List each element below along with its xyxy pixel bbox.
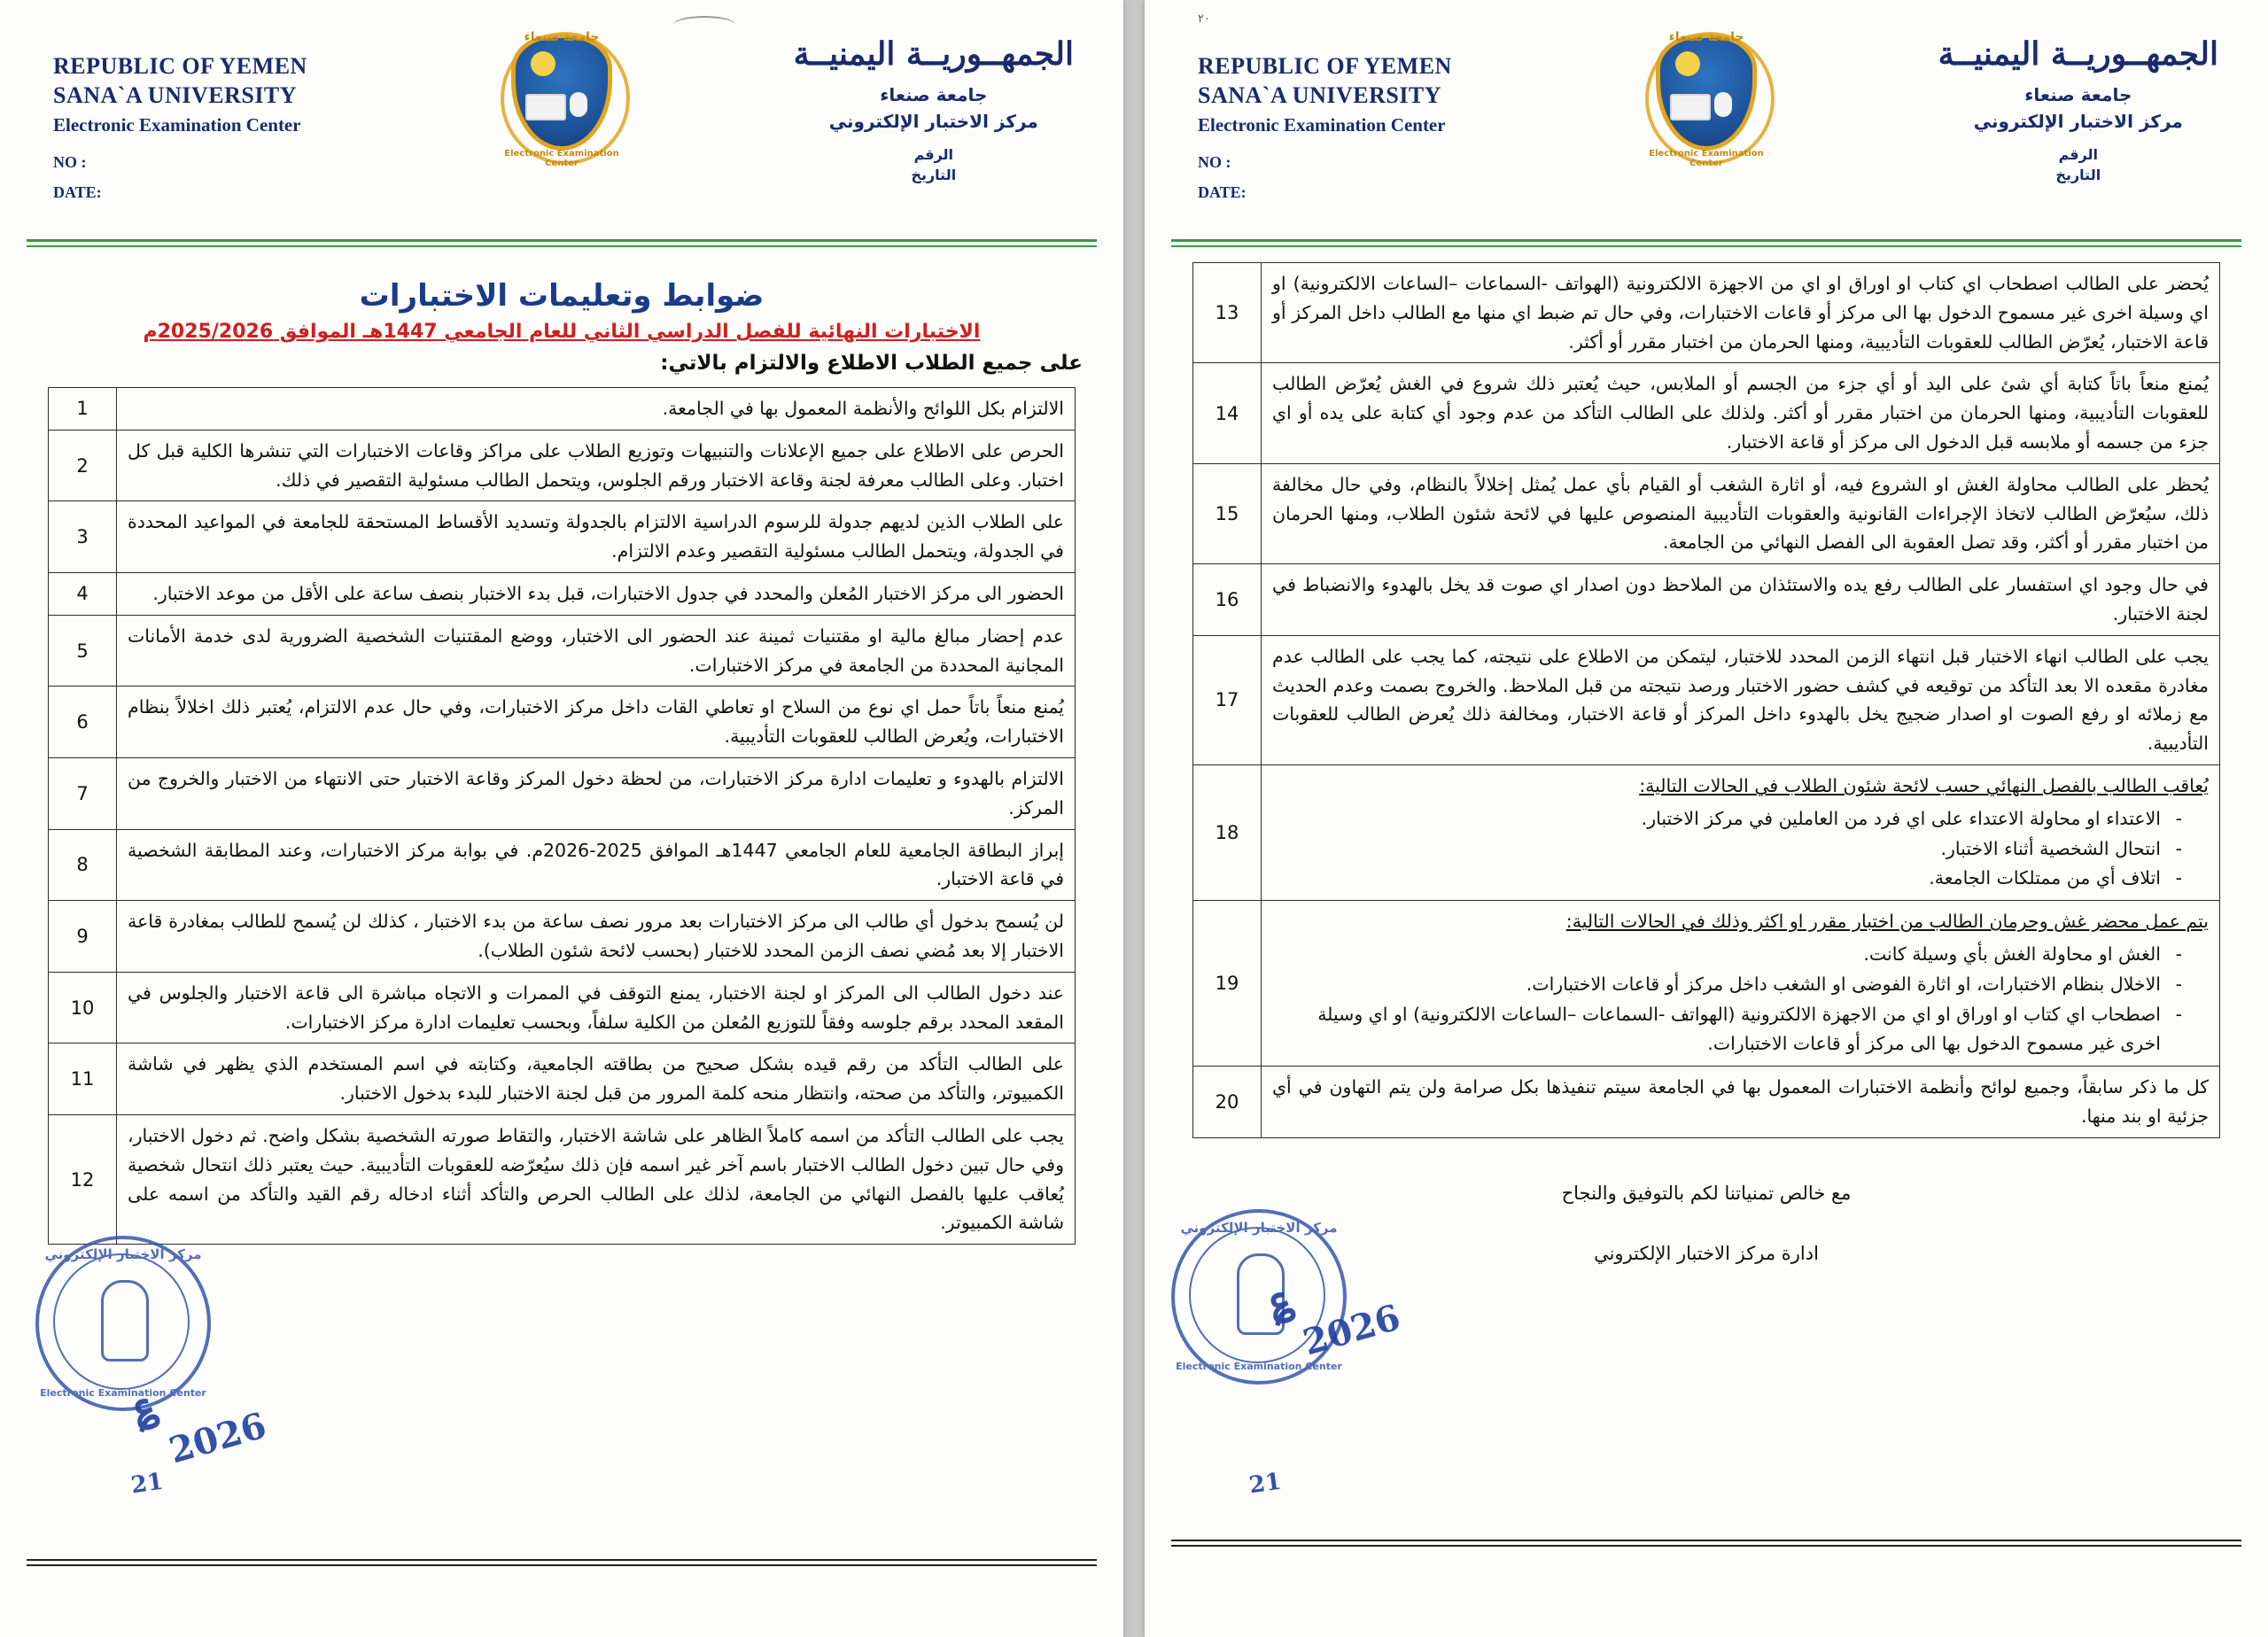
rule-number: 18 [1193, 764, 1262, 900]
rule-text: الحرص على الاطلاع على جميع الإعلانات والتنبيهات وتوزيع الطلاب على مراكز وقاعات الاختبارات التي تنشرها الكلية قبل كل اختبار. وعلى الطالب معرفة لجنة وقاعة الاختبار ورقم الجلوس، ويتحمل الطالب مسئولية التقصير في ذلك. [117, 430, 1076, 501]
rule-text [1262, 764, 2220, 900]
rule-text: يُحضر على الطالب اصطحاب اي كتاب او اوراق او اي من الاجهزة الالكترونية (الهواتف -السماعات –الساعات الالكترونية) او اي وسيلة اخرى غير مسموح الدخول بها الى مركز أو قاعات الاختبارات، وفي حال تم ضبط اي منها مع الطالب داخل المركز أو قاعة الاختبار، يُعرّض الطالب للعقوبات التأديبية، ومنها الحرمان من اختبار مقرر أو أكثر. [1262, 263, 2220, 363]
rule-number: 7 [49, 757, 117, 829]
table-row [1193, 901, 2220, 1067]
rule-text: لن يُسمح بدخول أي طالب الى مركز الاختبارات بعد مرور نصف ساعة من بدء الاختبار ، كذلك لن يُسمح للطالب بمغادرة قاعة الاختبار إلا بعد مُضي نصف الزمن المحدد للاختبار (بحسب لائحة شئون الطلاب). [117, 901, 1076, 973]
table-row [1193, 463, 2220, 563]
rule-number: 20 [1193, 1067, 1262, 1138]
table-row [1193, 764, 2220, 900]
mouse-icon [1714, 92, 1732, 117]
rule-number: 16 [1193, 564, 1262, 636]
signature-mark: 21 [129, 1468, 166, 1500]
university-line-ar: جامعة صنعاء [2024, 84, 2132, 106]
rule-text: عند دخول الطالب الى المركز او لجنة الاختبار، يمنع التوقف في الممرات و الاتجاه مباشرة الى قاعة الاختبار والجلوس في المقعد المحدد برقم جلوسه وفقاً للتوزيع المُعلن من الكلية سلفاً، وبحسب تعليمات ادارة مركز الاختبارات. [117, 972, 1076, 1043]
rule-number: 15 [1193, 463, 1262, 563]
document-page-two [1145, 0, 2268, 1637]
document-page-one [0, 0, 1123, 1637]
sun-icon [531, 51, 555, 76]
stamp-english-text: Electronic Examination Center [1176, 1361, 1342, 1372]
rules-table-page-one [48, 387, 1076, 1245]
table-row [49, 901, 1076, 973]
stamp-arabic-text: مركز الاختبار الإلكتروني [1180, 1220, 1338, 1236]
table-row [49, 972, 1076, 1043]
center-line-ar: مركز الاختبار الإلكتروني [828, 111, 1038, 133]
stamp-english-text: Electronic Examination Center [40, 1387, 206, 1399]
table-row [49, 430, 1076, 501]
logo-top-text: جامعة صنعاء [1668, 30, 1744, 44]
book-icon [525, 94, 566, 120]
rule-number: 6 [49, 687, 117, 758]
header-divider [1171, 239, 2241, 248]
republic-line-ar: الجمهــوريــة اليمنيــة [793, 35, 1074, 73]
rule-text: يجب على الطالب التأكد من اسمه كاملاً الظاهر على شاشة الاختبار، والتقاط صورته الشخصية بشكل واضح. ثم دخول الاختبار، وفي حال تبين دخول الطالب الاختبار باسم آخر غير اسمه فإن ذلك سيُعرّضه للعقوبات التأديبية. حيث يعتبر ذلك انتحال شخصية يُعاقب عليها بالفصل النهائي من الجامعة، لذلك على الطالب الحرص والتأكد أثناء ادخاله رقم القيد والتأكد من اسمه على شاشة الكمبيوتر. [117, 1114, 1076, 1244]
signature-year: 2026 [1298, 1296, 1405, 1364]
table-row [49, 757, 1076, 829]
center-line: Electronic Examination Center [1198, 113, 1446, 136]
footer-divider [1171, 1540, 2241, 1547]
date-label-ar: التاريخ [911, 167, 957, 184]
rule-text: يُحظر على الطالب محاولة الغش او الشروع فيه، أو اثارة الشغب أو القيام بأي عمل يُمثل إخلالاً بالنظام، وفي حال مخالفة ذلك، سيُعرّض الطالب لاتخاذ الإجراءات القانونية والعقوبات التأديبية المنصوص عليها في لائحة شئون الطلاب، ومنها الحرمان من اختبار مقرر أو أكثر، وقد تصل العقوبة الى الفصل النهائي من الجامعة. [1262, 463, 2220, 563]
closing-wishes: مع خالص تمنياتنا لكم بالتوفيق والنجاح [1561, 1182, 1852, 1204]
list-item: - الاخلال بنظام الاختبارات، او اثارة الفوضى او الشغب داخل مركز أو قاعات الاختبارات. [1272, 970, 2186, 1000]
number-label-ar: الرقم [2058, 146, 2099, 164]
page-title: ضوابط وتعليمات الاختبارات [359, 278, 765, 314]
university-line-ar: جامعة صنعاء [880, 84, 988, 106]
rule-text [1262, 901, 2220, 1067]
table-row [49, 1114, 1076, 1244]
letterhead-english [53, 51, 307, 208]
rule-number: 9 [49, 901, 117, 973]
rule-text: عدم إحضار مبالغ مالية او مقتنيات ثمينة عند الحضور الى الاختبار، ووضع المقتنيات الشخصية الضرورية لدى خدمة الأمانات المجانية المحددة من الجامعة في مركز الاختبارات. [117, 615, 1076, 687]
letterhead-english [1198, 51, 1452, 208]
republic-line: REPUBLIC OF YEMEN [53, 53, 307, 79]
table-row [49, 501, 1076, 573]
logo-bottom-text: Electronic Examination Center [1649, 149, 1764, 168]
rule-sublist [1272, 940, 2209, 1059]
mouse-icon [570, 92, 587, 117]
rule-number: 1 [49, 388, 117, 431]
rule-lead: يتم عمل محضر غش وحرمان الطالب من اختبار مقرر او اكثر وذلك في الحالات التالية: [1565, 911, 2209, 933]
number-label-ar: الرقم [913, 146, 954, 164]
rule-text: يجب على الطالب انهاء الاختبار قبل انتهاء الزمن المحدد للاختبار، ليتمكن من الاطلاع على نتيجته، كما يجب على الطالب عدم مغادرة مقعده الا بعد التأكد من توقيعه في كشف حضور الاختبار ورصد نتيجته من قبل الملاحظ. والخروج بصمت وعدم الحديث مع زملائه او رفع الصوت او اصدار ضجيج يخل بالهدوء داخل المركز أو قاعة الاختبار، ومخالفة ذلك يُعرض الطالب للعقوبات التأديبية. [1262, 635, 2220, 764]
rule-text: على الطالب التأكد من رقم قيده بشكل صحيح من بطاقته الجامعية، وكتابته في اسم المستخدم الذي يظهر في شاشة الكمبيوتر، والتأكد من صحته، وانتظار منحه كلمة المرور من قبل لجنة الاختبار للبدء بدخول الاختبار. [117, 1043, 1076, 1115]
rule-text: كل ما ذكر سابقاً، وجميع لوائح وأنظمة الاختبارات المعمول بها في الجامعة سيتم تنفيذها بكل صرامة ولن يتم التهاون في أي جزئية او بند منها. [1262, 1067, 2220, 1138]
table-row [1193, 564, 2220, 636]
republic-line: REPUBLIC OF YEMEN [1198, 53, 1452, 79]
list-item: - الاعتداء او محاولة الاعتداء على اي فرد من العاملين في مركز الاختبار. [1272, 804, 2186, 834]
table-row [49, 1043, 1076, 1115]
logo-bottom-text: Electronic Examination Center [504, 149, 619, 168]
rule-number: 14 [1193, 363, 1262, 463]
stamp-arabic-text: مركز الاختبار الإلكتروني [44, 1246, 202, 1262]
official-stamp [35, 1236, 211, 1411]
rule-number: 11 [49, 1043, 117, 1115]
rule-sublist [1272, 804, 2209, 894]
rule-text: الحضور الى مركز الاختبار المُعلن والمحدد في جدول الاختبارات، قبل بدء الاختبار بنصف ساعة على الأقل من موعد الاختبار. [117, 572, 1076, 615]
page-lead: على جميع الطلاب الاطلاع والالتزام بالاتي: [660, 352, 1083, 375]
date-label-en: DATE: [1198, 183, 1247, 202]
closing-signature-line: ادارة مركز الاختبار الإلكتروني [1594, 1242, 1819, 1264]
header-divider [27, 239, 1097, 248]
rule-number: 8 [49, 829, 117, 901]
rule-text: يُمنع منعاً باتاً كتابة أي شئ على اليد أو أي جزء من الجسم أو الملابس، حيث يُعتبر ذلك شروع في الغش يُعرّض الطالب للعقوبات التأديبية، ومنها الحرمان من اختبار مقرر أو أكثر. ولذلك على الطالب التأكد من عدم وجود أي كتابة على يده أو اي جزء من جسمه أو ملابسه قبل الدخول الى مركز أو قاعة الاختبار. [1262, 363, 2220, 463]
logo-top-text: جامعة صنعاء [524, 30, 600, 44]
rule-text: على الطلاب الذين لديهم جدولة للرسوم الدراسية الالتزام بالجدولة وتسديد الأقساط المستحقة للجامعة في المواعيد المحددة في الجدولة، ويتحمل الطالب مسئولية التقصير وعدم الالتزام. [117, 501, 1076, 573]
table-row [49, 572, 1076, 615]
table-row [1193, 263, 2220, 363]
republic-line-ar: الجمهــوريــة اليمنيــة [1938, 35, 2218, 73]
table-row [1193, 1067, 2220, 1138]
university-line: SANA`A UNIVERSITY [1198, 82, 1442, 109]
footer-divider [27, 1559, 1097, 1566]
list-item: - انتحال الشخصية أثناء الاختبار. [1272, 834, 2186, 865]
rule-number: 19 [1193, 901, 1262, 1067]
table-row [49, 615, 1076, 687]
rule-number: 4 [49, 572, 117, 615]
rule-text: يُمنع منعاً باتاً حمل اي نوع من السلاح او تعاطي القات داخل مركز الاختبارات، وفي حال عدم الالتزام، يُعتبر ذلك اخلالاً بنظام الاختبارات، ويُعرض الطالب للعقوبات التأديبية. [117, 687, 1076, 758]
sun-icon [1675, 51, 1700, 76]
letterhead [1145, 0, 2268, 239]
university-logo [1640, 28, 1773, 170]
date-label-ar: التاريخ [2055, 167, 2101, 184]
number-label-en: NO : [53, 153, 87, 172]
list-item: - اتلاف أي من ممتلكات الجامعة. [1272, 864, 2186, 894]
university-line: SANA`A UNIVERSITY [53, 82, 298, 109]
university-logo [495, 28, 628, 170]
rule-text: في حال وجود اي استفسار على الطالب رفع يده والاستئذان من الملاحظ دون اصدار اي صوت قد يخل بالهدوء والانضباط في لجنة الاختبار. [1262, 564, 2220, 636]
table-row [1193, 635, 2220, 764]
table-row [49, 687, 1076, 758]
page-subtitle-text: الاختبارات النهائية للفصل الدراسي الثاني للعام الجامعي 1447هـ الموافق 2025/2026م [143, 321, 981, 343]
table-row [49, 388, 1076, 431]
rule-number: 3 [49, 501, 117, 573]
letterhead-arabic [794, 35, 1074, 183]
date-label-en: DATE: [53, 183, 102, 202]
rule-number: 17 [1193, 635, 1262, 764]
rule-text: الالتزام بكل اللوائح والأنظمة المعمول بها في الجامعة. [117, 388, 1076, 431]
rules-table-page-two [1192, 262, 2220, 1138]
scan-corner-mark: ٢٠ [1198, 12, 1210, 26]
letterhead-arabic [1938, 35, 2218, 183]
rule-text: إبراز البطاقة الجامعية للعام الجامعي 1447هـ الموافق 2025-2026م. في بوابة مركز الاختبارات، وعند المطابقة الشخصية في قاعة الاختبار. [117, 829, 1076, 901]
signature: ؏ [128, 1379, 161, 1430]
table-row [49, 829, 1076, 901]
rule-number: 5 [49, 615, 117, 687]
signature-mark: 21 [1247, 1468, 1284, 1500]
rule-number: 10 [49, 972, 117, 1043]
rule-number: 13 [1193, 263, 1262, 363]
table-row [1193, 363, 2220, 463]
signature-year: 2026 [164, 1404, 271, 1472]
rule-lead: يُعاقب الطالب بالفصل النهائي حسب لائحة شئون الطلاب في الحالات التالية: [1639, 774, 2209, 796]
rule-number: 2 [49, 430, 117, 501]
letterhead [0, 0, 1123, 239]
list-item: - اصطحاب اي كتاب او اوراق او اي من الاجهزة الالكترونية (الهواتف -السماعات –الساعات الالكترونية) او اي وسيلة اخرى غير مسموح الدخول بها الى مركز أو قاعات الاختبارات. [1272, 1000, 2186, 1060]
center-line-ar: مركز الاختبار الإلكتروني [1973, 111, 2183, 133]
rule-number: 12 [49, 1114, 117, 1244]
center-line: Electronic Examination Center [53, 113, 301, 136]
rule-text: الالتزام بالهدوء و تعليمات ادارة مركز الاختبارات، من لحظة دخول المركز وقاعة الاختبار حتى الانتهاء من الاختبار والخروج من المركز. [117, 757, 1076, 829]
book-icon [1670, 94, 1711, 120]
number-label-en: NO : [1198, 153, 1231, 172]
signature: ؏ [1263, 1273, 1297, 1323]
list-item: - الغش او محاولة الغش بأي وسيلة كانت. [1272, 940, 2186, 970]
page-subtitle [0, 321, 1123, 343]
